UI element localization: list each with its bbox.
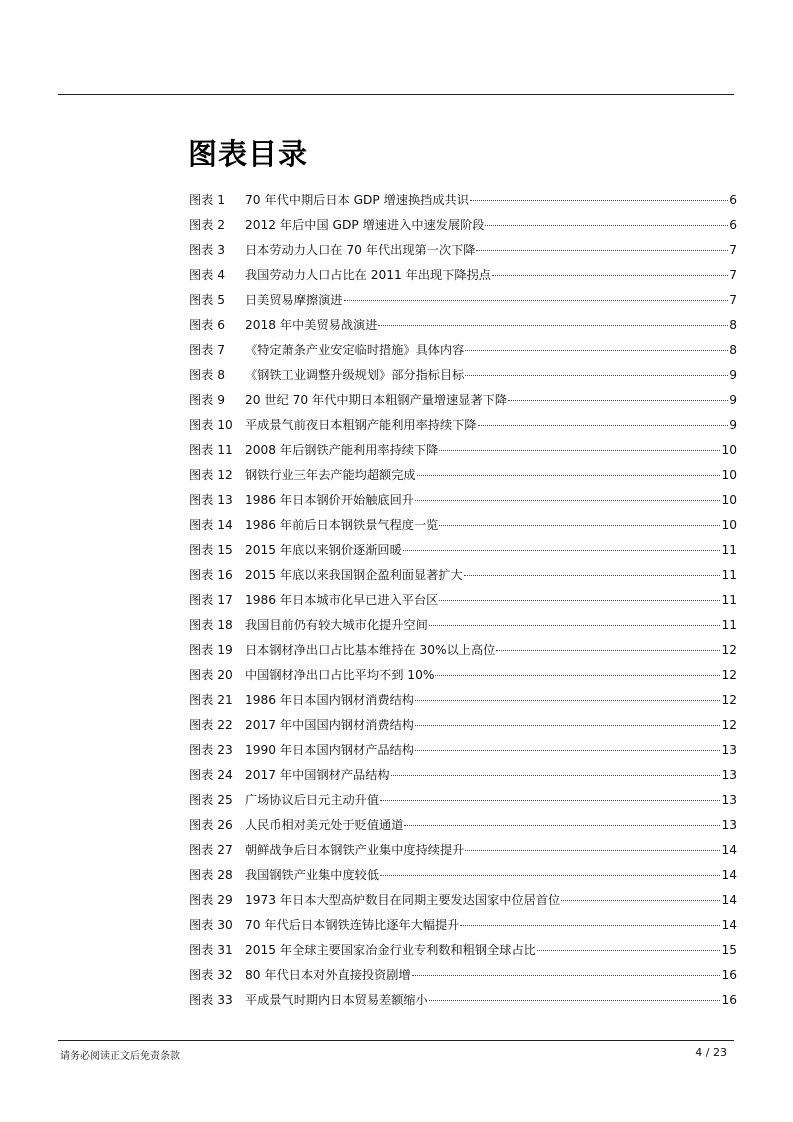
figure-label: 图表 32 <box>189 968 233 982</box>
toc-entry[interactable] <box>189 888 737 913</box>
figure-label: 图表 5 <box>189 293 226 307</box>
dot-leader <box>417 475 721 476</box>
page-number: 13 <box>721 768 737 782</box>
page-number: 7 <box>729 243 737 257</box>
dot-leader <box>415 500 721 501</box>
figure-label: 图表 25 <box>189 793 233 807</box>
page-number: 12 <box>721 643 737 657</box>
page-number: 9 <box>729 393 737 407</box>
dot-leader <box>465 350 728 351</box>
dot-leader <box>464 575 721 576</box>
page-number: 10 <box>721 493 737 507</box>
dot-leader <box>478 425 729 426</box>
figure-label: 图表 7 <box>189 343 226 357</box>
figure-title: 人民币相对美元处于贬值通道 <box>245 818 404 832</box>
dot-leader <box>412 975 721 976</box>
toc-entry[interactable] <box>189 838 737 863</box>
figure-label: 图表 20 <box>189 668 233 682</box>
toc-entry[interactable] <box>189 988 737 1013</box>
figure-title: 广场协议后日元主动升值 <box>245 793 380 807</box>
figure-title: 中国钢材净出口占比平均不到 10% <box>245 668 435 682</box>
figure-title: 1986 年日本国内钢材消费结构 <box>245 693 414 707</box>
toc-entry[interactable] <box>189 188 737 213</box>
figure-title: 朝鲜战争后日本钢铁产业集中度持续提升 <box>245 843 465 857</box>
figure-label: 图表 3 <box>189 243 226 257</box>
figure-title: 2018 年中美贸易战演进 <box>245 318 378 332</box>
figure-label: 图表 12 <box>189 468 233 482</box>
toc-entry[interactable] <box>189 813 737 838</box>
toc-entry[interactable] <box>189 388 737 413</box>
dot-leader <box>476 250 728 251</box>
page-number: 15 <box>721 943 737 957</box>
toc-entry[interactable] <box>189 663 737 688</box>
page-number: 14 <box>721 868 737 882</box>
figure-label: 图表 26 <box>189 818 233 832</box>
figure-label: 图表 18 <box>189 618 233 632</box>
page-number: 11 <box>721 593 737 607</box>
figure-label: 图表 8 <box>189 368 226 382</box>
page-number: 12 <box>721 693 737 707</box>
figure-label: 图表 15 <box>189 543 233 557</box>
figure-title: 2015 年全球主要国家冶金行业专利数和粗钢全球占比 <box>245 943 536 957</box>
figure-title: 《特定萧条产业安定临时措施》具体内容 <box>245 343 465 357</box>
toc-entry[interactable] <box>189 213 737 238</box>
page-number: 14 <box>721 843 737 857</box>
toc-entry[interactable] <box>189 563 737 588</box>
figure-title: 《钢铁工业调整升级规划》部分指标目标 <box>245 368 465 382</box>
page-number: 6 <box>729 218 737 232</box>
figure-title: 70 年代中期后日本 GDP 增速换挡成共识 <box>245 193 469 207</box>
toc-entry[interactable] <box>189 763 737 788</box>
figure-title: 1986 年日本城市化早已进入平台区 <box>245 593 439 607</box>
figure-title: 2015 年底以来我国钢企盈利面显著扩大 <box>245 568 463 582</box>
dot-leader <box>415 700 721 701</box>
figure-title: 我国劳动力人口占比在 2011 年出现下降拐点 <box>245 268 491 282</box>
page-number: 6 <box>729 193 737 207</box>
dot-leader <box>380 800 720 801</box>
figure-title: 70 年代后日本钢铁连铸比逐年大幅提升 <box>245 918 460 932</box>
figure-label: 图表 24 <box>189 768 233 782</box>
figure-label: 图表 11 <box>189 443 233 457</box>
figure-label: 图表 4 <box>189 268 226 282</box>
figure-title: 2017 年中国国内钢材消费结构 <box>245 718 414 732</box>
header-rule <box>58 94 734 95</box>
toc-entry[interactable] <box>189 913 737 938</box>
page-number: 12 <box>721 668 737 682</box>
figure-label: 图表 19 <box>189 643 233 657</box>
dot-leader <box>404 825 720 826</box>
dot-leader <box>496 650 720 651</box>
page-number: 8 <box>729 318 737 332</box>
page-number: 11 <box>721 543 737 557</box>
figure-label: 图表 33 <box>189 993 233 1007</box>
figure-label: 图表 6 <box>189 318 226 332</box>
dot-leader <box>465 375 728 376</box>
page-number: 13 <box>721 743 737 757</box>
figure-label: 图表 28 <box>189 868 233 882</box>
footer-rule <box>58 1040 734 1041</box>
page-number: 14 <box>721 918 737 932</box>
page-number: 10 <box>721 443 737 457</box>
page-number: 12 <box>721 718 737 732</box>
figure-title: 钢铁行业三年去产能均超额完成 <box>245 468 416 482</box>
footer-disclaimer: 请务必阅读正文后免责条款 <box>60 1051 180 1062</box>
page-number: 9 <box>729 418 737 432</box>
figure-title: 2012 年后中国 GDP 增速进入中速发展阶段 <box>245 218 485 232</box>
page-number: 13 <box>721 818 737 832</box>
page-number: 11 <box>721 618 737 632</box>
figure-label: 图表 29 <box>189 893 233 907</box>
toc-entry[interactable] <box>189 588 737 613</box>
figure-label: 图表 17 <box>189 593 233 607</box>
figure-label: 图表 31 <box>189 943 233 957</box>
dot-leader <box>485 225 728 226</box>
toc-entry[interactable] <box>189 538 737 563</box>
figure-title: 1986 年前后日本钢铁景气程度一览 <box>245 518 439 532</box>
figure-index-list <box>189 188 737 1013</box>
dot-leader <box>465 850 720 851</box>
toc-entry[interactable] <box>189 438 737 463</box>
page-title: 图表目录 <box>188 137 309 171</box>
figure-title: 我国钢铁产业集中度较低 <box>245 868 380 882</box>
figure-title: 平成景气时期内日本贸易差额缩小 <box>245 993 428 1007</box>
page-number: 10 <box>721 518 737 532</box>
toc-entry[interactable] <box>189 938 737 963</box>
page-number: 7 <box>729 268 737 282</box>
figure-label: 图表 23 <box>189 743 233 757</box>
figure-title: 日本劳动力人口在 70 年代出现第一次下降 <box>245 243 476 257</box>
page-number: 11 <box>721 568 737 582</box>
toc-entry[interactable] <box>189 413 737 438</box>
dot-leader <box>537 950 721 951</box>
figure-title: 2008 年后钢铁产能利用率持续下降 <box>245 443 439 457</box>
toc-entry[interactable] <box>189 863 737 888</box>
figure-title: 平成景气前夜日本粗钢产能利用率持续下降 <box>245 418 477 432</box>
page-number: 10 <box>721 468 737 482</box>
figure-title: 1990 年日本国内钢材产品结构 <box>245 743 414 757</box>
page-number: 8 <box>729 343 737 357</box>
footer-page-number: 4 / 23 <box>695 1046 727 1059</box>
dot-leader <box>460 925 720 926</box>
dot-leader <box>344 300 729 301</box>
figure-title: 2017 年中国钢材产品结构 <box>245 768 390 782</box>
figure-label: 图表 2 <box>189 218 226 232</box>
page-number: 16 <box>721 993 737 1007</box>
figure-title: 我国目前仍有较大城市化提升空间 <box>245 618 428 632</box>
dot-leader <box>403 550 721 551</box>
page-number: 16 <box>721 968 737 982</box>
toc-entry[interactable] <box>189 238 737 263</box>
dot-leader <box>378 325 728 326</box>
figure-title: 日本钢材净出口占比基本维持在 30%以上高位 <box>245 643 496 657</box>
figure-title: 1986 年日本钢价开始触底回升 <box>245 493 414 507</box>
dot-leader <box>561 900 720 901</box>
figure-label: 图表 9 <box>189 393 226 407</box>
figure-label: 图表 30 <box>189 918 233 932</box>
figure-label: 图表 14 <box>189 518 233 532</box>
toc-entry[interactable] <box>189 963 737 988</box>
toc-entry[interactable] <box>189 688 737 713</box>
toc-entry[interactable] <box>189 263 737 288</box>
dot-leader <box>439 450 720 451</box>
toc-entry[interactable] <box>189 738 737 763</box>
toc-entry[interactable] <box>189 788 737 813</box>
dot-leader <box>391 775 721 776</box>
dot-leader <box>435 675 720 676</box>
dot-leader <box>439 600 720 601</box>
page-number: 7 <box>729 293 737 307</box>
dot-leader <box>380 875 720 876</box>
figure-label: 图表 13 <box>189 493 233 507</box>
figure-label: 图表 16 <box>189 568 233 582</box>
figure-label: 图表 22 <box>189 718 233 732</box>
dot-leader <box>415 725 721 726</box>
toc-entry[interactable] <box>189 338 737 363</box>
dot-leader <box>492 275 728 276</box>
figure-title: 日美贸易摩擦演进 <box>245 293 343 307</box>
dot-leader <box>439 525 720 526</box>
figure-label: 图表 21 <box>189 693 233 707</box>
toc-entry[interactable] <box>189 288 737 313</box>
toc-entry[interactable] <box>189 513 737 538</box>
page-number: 9 <box>729 368 737 382</box>
dot-leader <box>415 750 721 751</box>
toc-entry[interactable] <box>189 313 737 338</box>
dot-leader <box>429 1000 721 1001</box>
toc-entry[interactable] <box>189 713 737 738</box>
toc-entry[interactable] <box>189 363 737 388</box>
figure-label: 图表 1 <box>189 193 226 207</box>
figure-label: 图表 10 <box>189 418 233 432</box>
toc-entry[interactable] <box>189 613 737 638</box>
figure-title: 80 年代日本对外直接投资剧增 <box>245 968 411 982</box>
dot-leader <box>508 400 728 401</box>
dot-leader <box>470 200 728 201</box>
toc-entry[interactable] <box>189 638 737 663</box>
dot-leader <box>429 625 721 626</box>
figure-title: 20 世纪 70 年代中期日本粗钢产量增速显著下降 <box>245 393 508 407</box>
figure-title: 1973 年日本大型高炉数目在同期主要发达国家中位居首位 <box>245 893 561 907</box>
figure-label: 图表 27 <box>189 843 233 857</box>
figure-title: 2015 年底以来钢价逐渐回暖 <box>245 543 402 557</box>
toc-entry[interactable] <box>189 463 737 488</box>
toc-entry[interactable] <box>189 488 737 513</box>
page-number: 14 <box>721 893 737 907</box>
page-number: 13 <box>721 793 737 807</box>
